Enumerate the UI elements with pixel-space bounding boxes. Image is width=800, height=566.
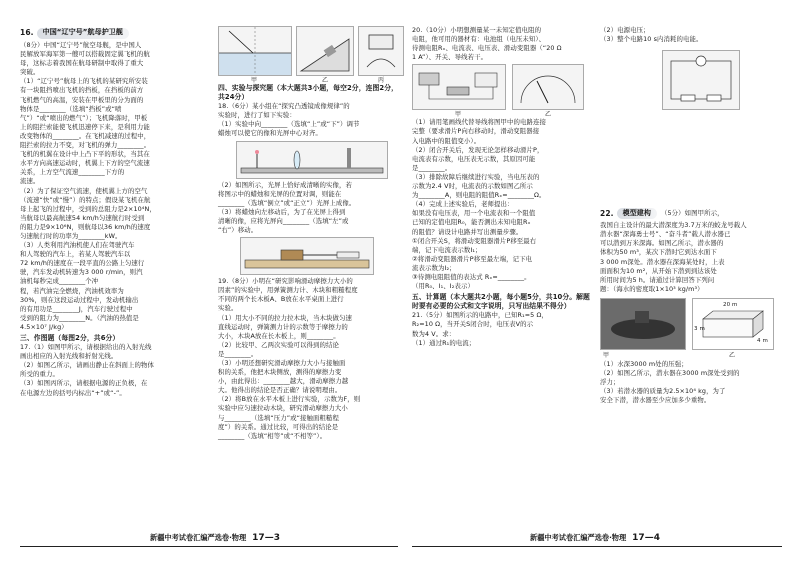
blank-answer-space — [600, 110, 785, 206]
text-line: 已知的定值电阻R₀，能否测出未知电阻Rₓ — [412, 218, 531, 227]
footer-right — [530, 533, 660, 543]
text-line: 气”）“或“喷出的燃气”）；飞机降落时，甲板 — [20, 113, 148, 122]
text-line: 20.（10分）小明想测量某一未知定值电阻的 — [412, 26, 542, 34]
fig22-label-yi: 乙 — [729, 351, 736, 359]
text-line: 飞机的机翼在设计中上凸下平的形状，当其在 — [20, 150, 150, 159]
text-line: 3 000 m深处。潜水器在深海某处时，上表 — [600, 257, 725, 266]
text-line: 蜡烛可以使它的像和光屏中心对齐。 — [218, 129, 322, 138]
text-line: 大小，木块A放在长木板上，则________。 — [218, 331, 340, 340]
text-line: 题：（海水的密度取1×10³ kg/m³） — [600, 284, 704, 293]
text-line: 实验。 — [218, 304, 238, 313]
q22-body — [600, 221, 785, 294]
text-line: 改变物体的________。在飞机减速的过程中， — [20, 131, 151, 140]
text-line: （用R₀、I₁、I₂表示） — [412, 282, 474, 291]
q19-body — [218, 277, 403, 441]
text-line: 体积为50 m³，某次下潜时它到达水面下 — [600, 248, 717, 257]
figure-yi-incline — [296, 26, 354, 84]
footer-right-page: 17—4 — [632, 533, 660, 543]
text-line: 的阻值？请设计电路并写出测量步骤。 — [412, 227, 523, 236]
text-line: 21.（5分）如图所示的电路中，已知R₁=5 Ω， — [412, 311, 548, 320]
text-line: 直线运动时，弹簧测力计的示数等于摩擦力的 — [218, 322, 348, 331]
q16-body — [20, 41, 210, 332]
text-line: 有一块阻挡喷出飞机的挡板，在挡板的前方 — [20, 86, 144, 95]
text-line: （8分）中国“辽宁号”航空母舰，是中国人 — [20, 41, 142, 49]
text-line: 1 A”）、开关、导线若干。 — [412, 53, 488, 62]
text-line: （3）将蜡烛向左移动后，为了在光屏上得到 — [218, 207, 346, 216]
text-line: （1）用大小不同的拉力拉木块，当木块做匀速 — [218, 313, 352, 322]
text-line: 流表示数为I₂； — [412, 263, 456, 272]
dim-width: 4 m — [757, 337, 768, 344]
figure-lens-bench — [236, 141, 388, 179]
q16-number: 16. — [20, 28, 34, 38]
text-line: 实验中应匀速拉动木块，研究滑动摩擦力大小 — [218, 404, 348, 413]
text-line: 4.5×10⁷ J/kg） — [20, 322, 68, 331]
text-line: （2）如图乙所示，请画出静止在斜面上的物体 — [20, 361, 154, 370]
column-1 — [20, 26, 210, 398]
fig-label-bing: 丙 — [378, 77, 385, 84]
text-line: 匀速航行时的功率为________kW。 — [20, 231, 122, 240]
q16-title-banner — [37, 28, 129, 39]
figure-ammeter-yi — [512, 64, 584, 119]
text-line: （3）如图丙所示，请根据电源的正负极，在 — [20, 379, 148, 388]
text-line: （2）将B放在水平木板上进行实验，示数为F，则 — [218, 395, 361, 404]
column-4 — [600, 26, 785, 405]
q22-figures — [600, 298, 785, 359]
figure-circuit-jia — [412, 64, 506, 119]
q22-subquestions — [600, 360, 785, 405]
text-line: 的有用功是________J，汽车行驶过程中 — [20, 304, 133, 313]
text-line: 清晰的像，应将光屏向________（选填“左”或 — [218, 216, 349, 225]
text-line: （1）请用笔画线代替导线将图甲中的电路连接 — [412, 118, 546, 127]
text-line: （3）整个电路10 s内消耗的电能。 — [600, 35, 703, 44]
text-line: 关系，上方空气流速________下方的 — [20, 168, 125, 177]
footer-left — [150, 533, 280, 543]
text-line: 在电源左边的括号内标出“+”或“-”。 — [20, 388, 126, 397]
footer-rule-right — [412, 546, 782, 547]
q21-body — [412, 311, 592, 347]
footer-left-page: 17—3 — [252, 533, 280, 543]
text-line: “右”）移动。 — [218, 226, 258, 235]
column-3 — [412, 26, 592, 348]
text-line: （3）小明还想研究滑动摩擦力大小与接触面 — [218, 358, 346, 367]
text-line: （3）若潜水器的质量为2.5×10⁴ kg，为了 — [600, 387, 726, 396]
text-line: 浮力； — [600, 378, 620, 387]
q16-title: 中国“辽宁号”航母护卫舰 — [42, 28, 123, 37]
text-line: 完整（要求滑片P向右移动时，滑动变阻器接 — [412, 127, 540, 136]
text-line: 油机每秒完成________个冲 — [20, 277, 99, 286]
text-line: 30%，则在这段运动过程中，发动机输出 — [20, 295, 139, 304]
text-line: ③待测电阻阻值的表达式 Rₓ=________。 — [412, 272, 531, 281]
text-line: 与________（选填“压力”或“接触面粗糙程 — [218, 413, 339, 422]
text-line: 入电路中的阻值变小）。 — [412, 136, 481, 145]
text-line: 72 km/h的速度在一段平直的公路上匀速行 — [20, 259, 145, 268]
text-line: 突破。 — [20, 68, 40, 77]
text-line: 小，由此得出：________越大，滑动摩擦力越 — [218, 377, 349, 386]
fig22-label-jia: 甲 — [603, 351, 610, 359]
text-line: 积的关系，他把木块侧放，测得的摩擦力变 — [218, 368, 342, 377]
text-line: 如果没有电压表，用一个电流表和一个阻值 — [412, 209, 536, 218]
q22-header — [600, 206, 785, 220]
text-line: 程，若汽油完全燃烧，汽油机效率为 — [20, 286, 124, 295]
figure-jia-light-water — [218, 26, 292, 84]
text-line: 度”）的关系。通过比较，可得出的结论是 — [218, 422, 339, 431]
column-2 — [218, 26, 403, 441]
text-line: （1）通过R₁的电流； — [412, 338, 476, 347]
q22-title: 模型建构 — [622, 208, 651, 217]
figure-q21-circuit — [662, 50, 740, 110]
text-line: 画出相应的入射光线和折射光线。 — [20, 352, 118, 361]
text-line: （2）为了保证空气流速，使机翼上方的空气 — [20, 186, 148, 195]
text-line: 端，记下电流表示数I₁； — [412, 245, 482, 254]
fig-label-yi: 乙 — [322, 77, 329, 84]
q20-body-a — [412, 26, 592, 62]
text-line: 所受的重力。 — [20, 370, 59, 379]
text-line: （3）人类利用汽油机使人们在驾驶汽车 — [20, 241, 135, 250]
text-line: 待测电阻Rₓ、电流表、电压表、滑动变阻器（“20 Ω — [412, 44, 562, 53]
text-line: 驶，汽车发动机转速为3 000 r/min，则汽 — [20, 268, 143, 277]
text-line: （3）排除故障后继续进行实验，当电压表的 — [412, 172, 540, 181]
figure-friction-setup — [240, 237, 374, 275]
text-line: （2）闭合开关后，发现无论怎样移动滑片P， — [412, 145, 544, 154]
text-line: ________（选填“相等”或“不相等”）。 — [218, 431, 327, 440]
figure-box-dimensions — [692, 298, 774, 359]
text-line: （4）完成上述实验后，老师提出： — [412, 200, 514, 209]
text-line: 和人驾驶的汽车上，若某人驾驶汽车以 — [20, 250, 131, 259]
dim-height: 3 m — [694, 325, 705, 332]
text-line: 可以潜到万米深海。如图乙所示，潜水器的 — [600, 239, 724, 248]
text-line: 物体是________（选填“挡板”或“喷 — [20, 104, 122, 113]
text-line: 民解放军海军第一艘可以搭载固定翼飞机的航 — [20, 50, 150, 59]
text-line: （1）水深3000 m处的压强； — [600, 359, 688, 368]
footer-left-title: 新疆中考试卷汇编严选卷·物理 — [150, 533, 247, 542]
text-line: 安全下潜，潜水器至少应加多少重物。 — [600, 396, 711, 405]
text-line: 流速。 — [20, 177, 40, 186]
text-line: 实验时，进行了如下实验： — [218, 111, 296, 120]
text-line: 受到的阻力为________N。（汽油的热值是 — [20, 313, 139, 322]
section-5-title: 五、计算题（本大题共2小题，每小题5分，共10分。解题时要有必要的公式和文字说明，只写出结果不得分） — [412, 293, 590, 311]
footer-right-title: 新疆中考试卷汇编严选卷·物理 — [530, 533, 627, 542]
text-line: 数为4 V。求： — [412, 329, 456, 338]
q18-body-b — [218, 181, 403, 236]
footer-rule-left — [20, 546, 398, 547]
text-line: 17.（1）如图甲所示，请根据给出的入射光线 — [20, 343, 152, 352]
text-line: 面面积为10 m²，从开始下潜到到达该处 — [600, 266, 717, 275]
text-line: 潜水器“深海勇士号”、“奋斗者”载人潜水器已 — [600, 230, 731, 239]
q20-body-b — [412, 118, 592, 291]
text-line: 上的阻拦索能使飞机迅速停下来，是利用力能 — [20, 122, 150, 131]
text-line: 将图示中的蜡烛和光屏的位置对调，则能在 — [218, 189, 342, 198]
text-line: 是________。 — [412, 163, 452, 172]
text-line: 电流表有示数，电压表无示数，其原因可能 — [412, 154, 536, 163]
q22-number: 22. — [600, 208, 614, 218]
text-line: （流速“快”或“慢”）的特点；假设某飞机在航 — [20, 195, 151, 204]
q17-body — [20, 343, 210, 398]
text-line: 18.（6分）某小组在“探究凸透镜成像规律”的 — [218, 102, 350, 111]
figure-bing-magnet — [358, 26, 404, 84]
q16-header — [20, 26, 210, 40]
text-line: 当航母以最高航速54 km/h匀速航行时受到 — [20, 213, 145, 222]
q17-figures — [218, 26, 403, 84]
text-line: （2）如图所示，光屏上恰好成清晰的实像，若 — [218, 180, 352, 189]
section-4-title: 四、实验与探究题（本大题共3小题，每空2分，连图2分，共24分） — [218, 84, 399, 102]
text-line: 示数为2.4 V时，电流表的示数如图乙所示 — [412, 182, 533, 191]
text-line: 不同的两个长木板A、B放在水平桌面上进行 — [218, 295, 344, 304]
q18-body-a — [218, 102, 403, 138]
q22-intro: （5分）如图甲所示， — [661, 208, 724, 217]
text-line: 为________A，则电阻的阻值Rₓ=________Ω。 — [412, 191, 546, 200]
text-line: 电阻，他可用的器材有：电池组（电压未知）、 — [412, 35, 546, 44]
text-line: （2）电源电压； — [600, 26, 650, 34]
text-line: 我国自主设计的最大潜深度为3.7万米的蛟龙号载人 — [600, 221, 747, 230]
text-line: ②将滑动变阻器滑片P移至最左端，记下电 — [412, 254, 533, 263]
section-3-title: 三、作图题（每图2分，共6分） — [20, 334, 120, 342]
text-line: （2）比较甲、乙两次实验可以得到的结论 — [218, 340, 339, 349]
text-line: 水平方向高速运动时，机翼上下方的空气流速 — [20, 159, 150, 168]
text-line: 母上起飞的过程中，受到的总阻力是2×10⁴N， — [20, 204, 156, 213]
text-line: （1）实验中向________（选填“上”或“下”）调节 — [218, 120, 360, 129]
text-line: ①闭合开关S，将滑动变阻器滑片P移至最右 — [412, 236, 537, 245]
fig-label-jia: 甲 — [251, 77, 258, 84]
fig20-label-yi: 乙 — [545, 111, 552, 119]
text-line: 母，这标志着我国在航母研制中取得了重大 — [20, 59, 144, 68]
text-line: R₂=10 Ω，当开关S闭合时，电压表V的示 — [412, 320, 534, 329]
text-line: 因素”的实验中，用弹簧测力计、木块和粗糙程度 — [218, 286, 358, 295]
text-line: 阻拦索的拉力不变，对飞机的弹力________。 — [20, 141, 151, 150]
text-line: ________（选填“倒立”或“正立”）光屏上成像。 — [218, 198, 356, 207]
dim-length: 20 m — [723, 301, 738, 308]
q22-title-banner — [617, 208, 657, 219]
text-line: 飞机燃气的高温，安装在甲板里的分为面的 — [20, 95, 144, 104]
text-line: 是________。 — [218, 349, 258, 358]
text-line: 19.（8分）小明在“研究影响滑动摩擦力大小的 — [218, 277, 353, 286]
q20-figures — [412, 64, 592, 119]
text-line: 大。他得出的结论是否正确？请说明理由。 — [218, 386, 342, 395]
text-line: 所用时间为5 h。请通过计算回答下列问 — [600, 275, 715, 284]
text-line: （1）“辽宁号”航母上的飞机的某研究所安装 — [20, 77, 148, 86]
fig20-label-jia: 甲 — [455, 111, 462, 119]
text-line: 的阻力是9×10⁶N，则航母以36 km/h的速度 — [20, 222, 151, 231]
text-line: （2）如图乙所示，潜水器在3000 m深处受到的 — [600, 369, 740, 378]
q21-subquestions — [600, 26, 785, 44]
figure-submarine-photo — [600, 298, 686, 359]
